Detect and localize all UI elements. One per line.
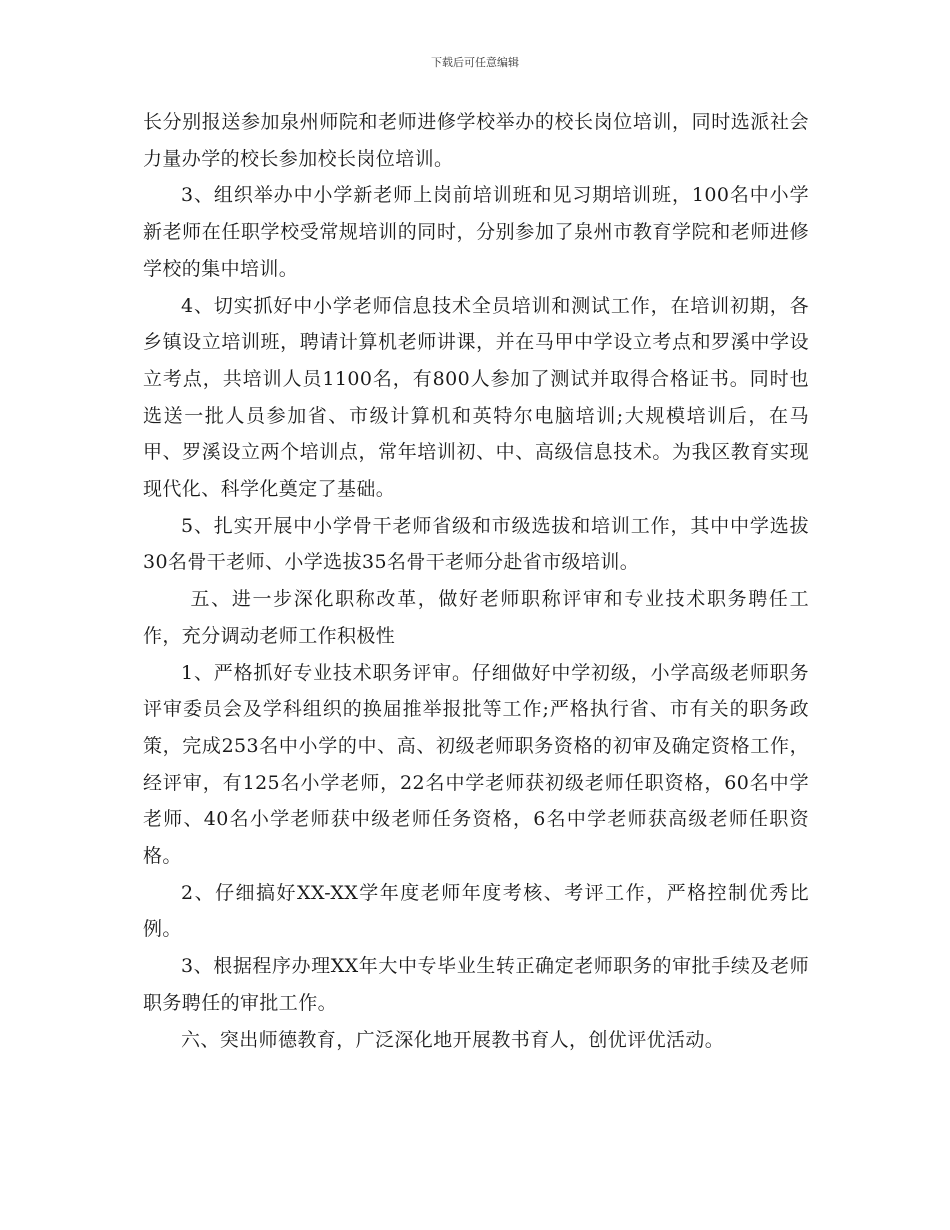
- paragraph-item-1-title-review: 1、严格抓好专业技术职务评审。仔细做好中学初级，小学高级老师职务评审委员会及学科组织的换届推举报批等工作;严格执行省、市有关的职务政策，完成253名中小学的中、高、初级老师职务资格的初审及确定资格工作，经评审，有125名小学老师，22名中学老师获初级老师任职资格，60名中学老师、40名小学老师获中级老师任务资格，6名中学老师获高级老师任职资格。: [143, 661, 809, 868]
- paragraph-item-3-new-teacher-training: 3、组织举办中小学新老师上岗前培训班和见习期培训班，100名中小学新老师在任职学校受常规培训的同时，分别参加了泉州市教育学院和老师进修学校的集中培训。: [143, 184, 809, 280]
- paragraph-item-2-annual-assessment: 2、仔细搞好XX-XX学年度老师年度考核、考评工作，严格控制优秀比例。: [143, 881, 809, 941]
- section-heading-6-ethics-education: 六、突出师德教育，广泛深化地开展教书育人，创优评优活动。: [181, 1028, 725, 1051]
- section-heading-5-title-reform: 五、进一步深化职称改革，做好老师职称评审和专业技术职务聘任工作，充分调动老师工作积极性: [143, 588, 809, 647]
- page-header-note: 下载后可任意编辑: [431, 56, 519, 69]
- paragraph-item-4-it-training: 4、切实抓好中小学老师信息技术全员培训和测试工作，在培训初期，各乡镇设立培训班，聘请计算机老师讲课，并在马甲中学设立考点和罗溪中学设立考点，共培训人员1100名，有800人参加了测试并取得合格证书。同时也选送一批人员参加省、市级计算机和英特尔电脑培训;大规模培训后，在马甲、罗溪设立两个培训点，常年培训初、中、高级信息技术。为我区教育实现现代化、科学化奠定了基础。: [143, 294, 809, 501]
- paragraph-item-5-key-teacher-selection: 5、扎实开展中小学骨干老师省级和市级选拔和培训工作，其中中学选拔30名骨干老师、小学选拔35名骨干老师分赴省市级培训。: [143, 514, 809, 574]
- paragraph-item-3-graduate-approval: 3、根据程序办理XX年大中专毕业生转正确定老师职务的审批手续及老师职务聘任的审批工作。: [143, 955, 809, 1014]
- paragraph-continuation: 长分别报送参加泉州师院和老师进修学校举办的校长岗位培训，同时选派社会力量办学的校长参加校长岗位培训。: [143, 111, 809, 170]
- document-body: [143, 104, 809, 1058]
